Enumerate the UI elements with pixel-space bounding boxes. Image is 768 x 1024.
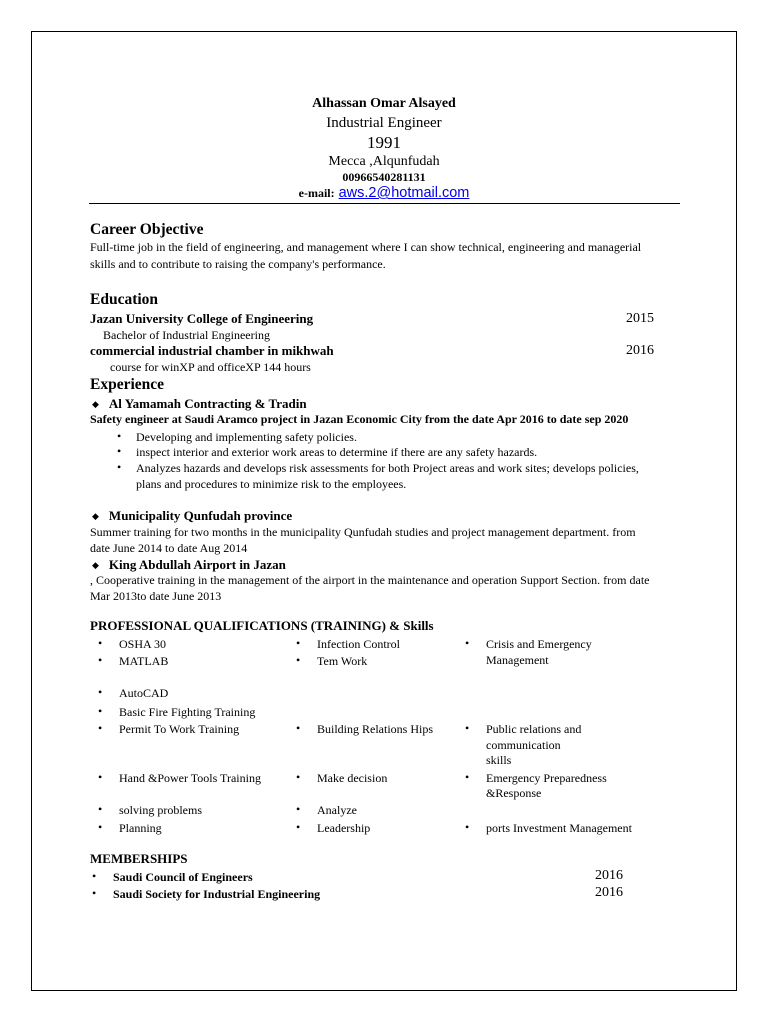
education-year-2: 2016	[626, 343, 654, 358]
skill-item-cont: communication	[486, 738, 561, 752]
skill-item: Infection Control	[317, 637, 400, 651]
job2-company-row	[92, 507, 292, 525]
skills-heading: PROFESSIONAL QUALIFICATIONS (TRAINING) & Skills	[90, 618, 434, 633]
skill-item-cont: Management	[486, 653, 549, 667]
skill-item: Planning	[119, 821, 162, 835]
job1-bullet-3: Analyzes hazards and develops risk assessments for both Project areas and work sites; develops policies,	[136, 461, 639, 475]
career-line-1: Full-time job in the field of engineering, and management where I can show technical, engineering and managerial	[90, 240, 642, 254]
header-divider	[89, 203, 680, 204]
job1-company-row	[92, 395, 307, 413]
bullet-icon: •	[98, 770, 103, 784]
bullet-icon: •	[465, 636, 470, 650]
email-row	[31, 185, 737, 201]
membership-year-2: 2016	[595, 885, 623, 900]
job1-company: Al Yamamah Contracting & Tradin	[108, 396, 307, 411]
job1-bullet-2: inspect interior and exterior work areas to determine if there are any safety hazards.	[136, 445, 538, 459]
city: Mecca ,Alqunfudah	[328, 154, 440, 169]
diamond-bullet-icon: ◆	[92, 399, 99, 409]
job1-bullet-1: Developing and implementing safety policies.	[136, 430, 357, 444]
bullet-icon: •	[98, 820, 103, 834]
bullet-icon: •	[465, 820, 470, 834]
education-year-1: 2015	[626, 311, 654, 326]
skill-item: solving problems	[119, 803, 202, 817]
bullet-icon: •	[296, 721, 301, 735]
bullet-icon: •	[117, 429, 122, 443]
bullet-icon: •	[117, 460, 122, 474]
membership-name-1: Saudi Council of Engineers	[113, 870, 253, 884]
career-heading: Career Objective	[90, 221, 204, 238]
memberships-heading: MEMBERSHIPS	[90, 851, 188, 866]
education-school-1: Jazan University College of Engineering	[90, 311, 314, 326]
job2-company: Municipality Qunfudah province	[108, 508, 293, 523]
bullet-icon: •	[98, 685, 103, 699]
education-detail-1: Bachelor of Industrial Engineering	[103, 328, 270, 342]
bullet-icon: •	[296, 802, 301, 816]
email-label: e-mail:	[298, 186, 335, 200]
bullet-icon: •	[296, 820, 301, 834]
job3-line-1: , Cooperative training in the management of the airport in the maintenance and operation Support Section. from date	[90, 573, 650, 587]
bullet-icon: •	[465, 770, 470, 784]
bullet-icon: •	[117, 444, 122, 458]
applicant-name: Alhassan Omar Alsayed	[312, 96, 456, 111]
bullet-icon: •	[465, 721, 470, 735]
education-heading: Education	[90, 291, 159, 308]
bullet-icon: •	[98, 636, 103, 650]
skill-item: AutoCAD	[119, 686, 169, 700]
skill-item: MATLAB	[119, 654, 169, 668]
skill-item: Permit To Work Training	[119, 722, 240, 736]
skill-item: Tem Work	[317, 654, 368, 668]
skill-item-cont: &Response	[486, 786, 542, 800]
job3-company: King Abdullah Airport in Jazan	[108, 557, 286, 572]
skill-item: Building Relations Hips	[317, 722, 434, 736]
job2-line-2: date June 2014 to date Aug 2014	[90, 541, 248, 555]
bullet-icon: •	[98, 704, 103, 718]
job1-role: Safety engineer at Saudi Aramco project in Jazan Economic City from the date Apr 2016 to date sep 2020	[90, 412, 629, 426]
bullet-icon: •	[92, 869, 97, 883]
job1-bullet-3-cont: plans and procedures to minimize risk to the employees.	[136, 477, 407, 491]
bullet-icon: •	[98, 802, 103, 816]
job3-line-2: Mar 2013to date June 2013	[90, 589, 222, 603]
skill-item-cont: skills	[486, 753, 512, 767]
skill-item: Analyze	[317, 803, 357, 817]
bullet-icon: •	[98, 653, 103, 667]
career-line-2: skills and to contribute to raising the company's performance.	[90, 257, 386, 271]
bullet-icon: •	[98, 721, 103, 735]
skill-item: Basic Fire Fighting Training	[119, 705, 256, 719]
bullet-icon: •	[296, 653, 301, 667]
skill-item: OSHA 30	[119, 637, 167, 651]
phone-number: 00966540281131	[342, 170, 426, 184]
skill-item: ports Investment Management	[486, 821, 632, 835]
diamond-bullet-icon: ◆	[92, 511, 99, 521]
diamond-bullet-icon: ◆	[92, 560, 99, 570]
skill-item: Public relations and	[486, 722, 582, 736]
job2-line-1: Summer training for two months in the municipality Qunfudah studies and project management department. from	[90, 525, 636, 539]
job-title: Industrial Engineer	[326, 115, 442, 131]
bullet-icon: •	[296, 636, 301, 650]
skill-item: Crisis and Emergency	[486, 637, 592, 651]
education-detail-2: course for winXP and officeXP 144 hours	[110, 360, 311, 374]
email-link[interactable]: aws.2@hotmail.com	[338, 185, 470, 201]
bullet-icon: •	[92, 886, 97, 900]
skill-item: Emergency Preparedness	[486, 771, 607, 785]
membership-year-1: 2016	[595, 868, 623, 883]
skill-item: Make decision	[317, 771, 388, 785]
experience-heading: Experience	[90, 376, 165, 393]
birth-year: 1991	[367, 133, 401, 152]
membership-name-2: Saudi Society for Industrial Engineering	[113, 887, 321, 901]
education-school-2: commercial industrial chamber in mikhwah	[90, 343, 334, 358]
bullet-icon: •	[296, 770, 301, 784]
skill-item: Leadership	[317, 821, 371, 835]
skill-item: Hand &Power Tools Training	[119, 771, 261, 785]
